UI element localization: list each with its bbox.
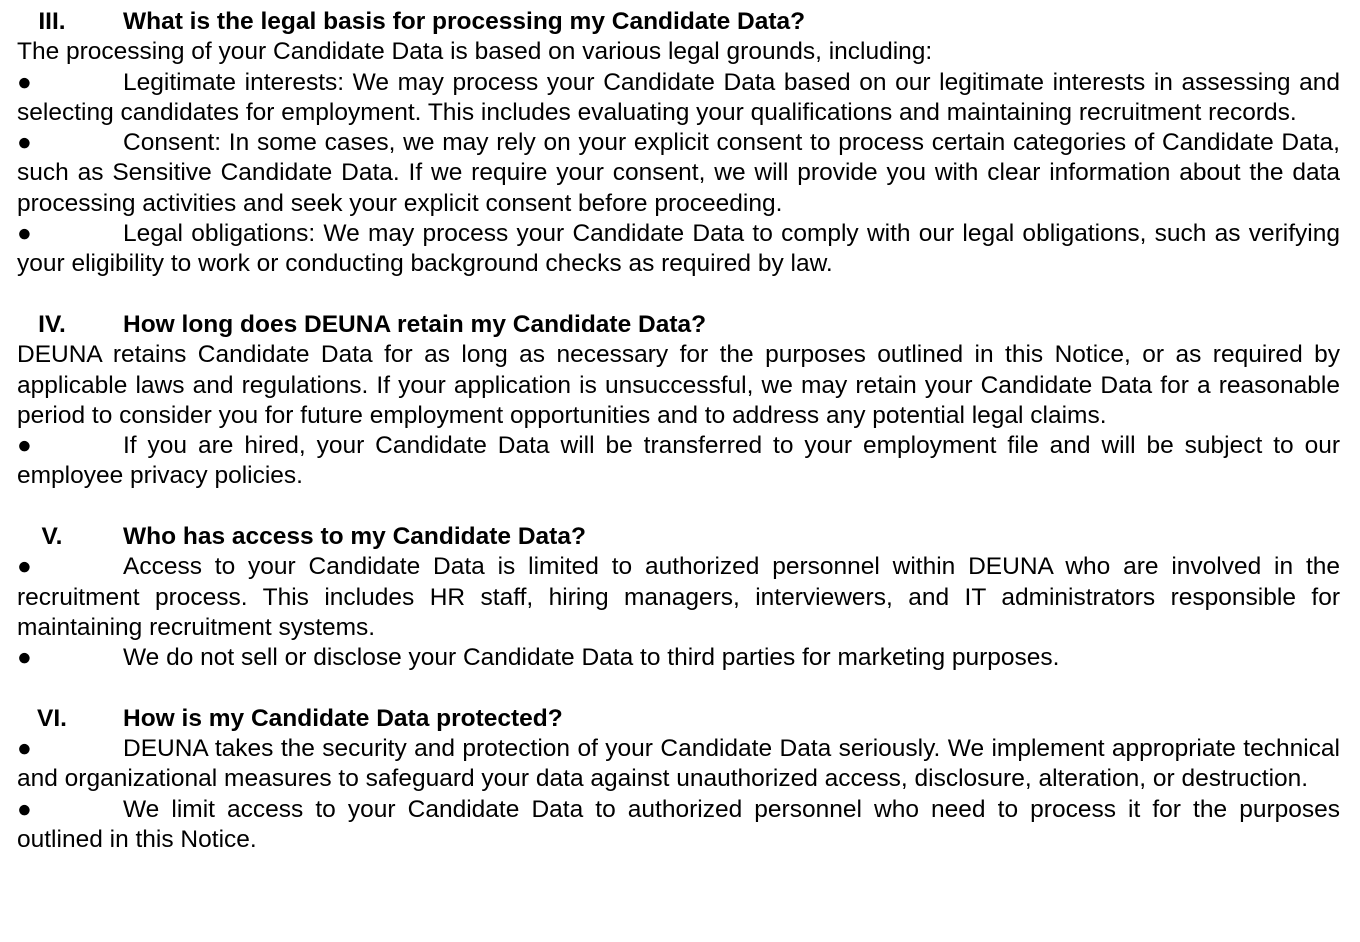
bullet-text: If you are hired, your Candidate Data will be transferred to your employment file and will be subject to our employee privacy policies. xyxy=(17,432,1340,490)
bullet-icon: ● xyxy=(17,68,32,96)
bullet-text: We limit access to your Candidate Data to authorized personnel who need to process it for the purposes outlined in this Notice. xyxy=(17,795,1340,854)
section-title: What is the legal basis for processing my Candidate Data? xyxy=(123,8,806,35)
section-number: III. xyxy=(38,8,66,35)
bullet-icon: ● xyxy=(17,220,32,248)
bullet-text: Legal obligations: We may process your Candidate Data to comply with our legal obligations, such as verifying your eligibility to work or conducting background checks as required by law. xyxy=(17,220,1340,278)
section-intro: DEUNA retains Candidate Data for as long as necessary for the purposes outlined in this Notice, or as required by applicable laws and regulations. If your application is unsuccessful, we may retain your Candidate Data for a reasonable period to consider you for future employment opportunities and to address any potential legal claims. xyxy=(17,341,1340,429)
section-title: How is my Candidate Data protected? xyxy=(123,704,563,732)
section-heading xyxy=(17,522,1340,552)
section-intro: The processing of your Candidate Data is based on various legal grounds, including: xyxy=(17,38,933,66)
section-spacer xyxy=(17,674,1340,704)
bullet-icon: ● xyxy=(17,129,32,157)
bullet-item xyxy=(17,68,1340,129)
bullet-icon: ● xyxy=(17,795,32,823)
bullet-text: We do not sell or disclose your Candidate Data to third parties for marketing purposes. xyxy=(123,644,1060,672)
section-spacer xyxy=(17,280,1340,310)
section-number: VI. xyxy=(37,704,67,732)
bullet-item xyxy=(17,128,1340,219)
section-heading xyxy=(17,704,1340,734)
section-spacer xyxy=(17,492,1340,522)
bullet-icon: ● xyxy=(17,553,32,581)
bullet-icon: ● xyxy=(17,432,32,460)
section-title: How long does DEUNA retain my Candidate Data? xyxy=(123,310,707,338)
bullet-item xyxy=(17,643,1340,673)
bullet-icon: ● xyxy=(17,735,32,763)
bullet-item xyxy=(17,552,1340,643)
bullet-text: Access to your Candidate Data is limited to authorized personnel within DEUNA who are involved in the recruitment process. This includes HR staff, hiring managers, interviewers, and IT administrators responsible for maintaining recruitment systems. xyxy=(17,553,1340,641)
bullet-text: Consent: In some cases, we may rely on your explicit consent to process certain categories of Candidate Data, such as Sensitive Candidate Data. If we require your consent, we will provide you with clear information about the data processing activities and seek your explicit consent before proceeding. xyxy=(17,129,1340,217)
bullet-item xyxy=(17,219,1340,280)
bullet-item xyxy=(17,795,1340,856)
section-heading xyxy=(17,7,1340,37)
section-heading xyxy=(17,310,1340,340)
section-title: Who has access to my Candidate Data? xyxy=(123,523,586,551)
bullet-item xyxy=(17,431,1340,492)
section-number: IV. xyxy=(38,310,66,338)
bullet-item xyxy=(17,734,1340,795)
bullet-text: Legitimate interests: We may process your Candidate Data based on our legitimate interests in assessing and selecting candidates for employment. This includes evaluating your qualifications and maintaining recruitment records. xyxy=(17,68,1340,126)
section-number: V. xyxy=(41,523,63,551)
bullet-text: DEUNA takes the security and protection of your Candidate Data seriously. We implement appropriate technical and organizational measures to safeguard your data against unauthorized access, disclosure, alteration, or destruction. xyxy=(17,735,1340,793)
bullet-icon: ● xyxy=(17,644,32,672)
